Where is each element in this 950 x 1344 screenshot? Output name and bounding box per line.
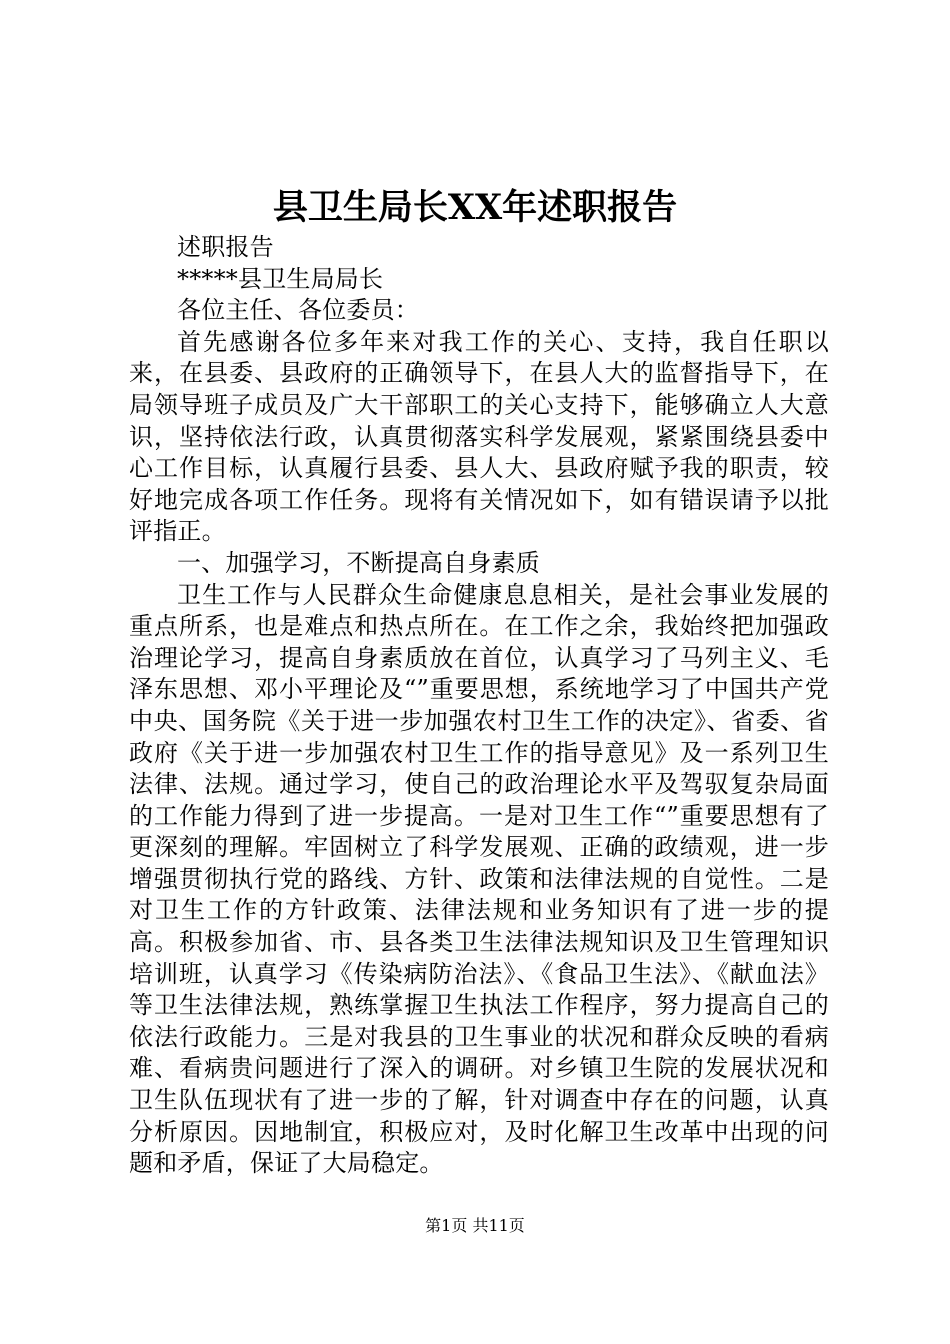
page-footer: 第1页 共11页	[425, 1216, 525, 1235]
heading-report-label: 述职报告	[177, 233, 274, 261]
document-title: 县卫生局长XX年述职报告	[272, 187, 678, 228]
section-heading-1: 一、加强学习，不断提高自身素质	[177, 548, 540, 577]
section-1-paragraph: 卫生工作与人民群众生命健康息息相关，是社会事业发展的重点所系，也是难点和热点所在。在工作之余，我始终把加强政治理论学习，提高自身素质放在首位，认真学习了马列主义、毛泽东思想、邓小平理论及“”重要思想，系统地学习了中国共产党中央、国务院《关于进一步加强农村卫生工作的决定》、省委、省政府《关于进一步加强农村卫生工作的指导意见》及一系列卫生法律、法规。通过学习，使自己的政治理论水平及驾驭复杂局面的工作能力得到了进一步提高。一是对卫生工作“”重要思想有了更深刻的理解。牢固树立了科学发展观、正确的政绩观，进一步增强贯彻执行党的路线、方针、政策和法律法规的自觉性。二是对卫生工作的方针政策、法律法规和业务知识有了进一步的提高。积极参加省、市、县各类卫生法律法规知识及卫生管理知识培训班，认真学习《传染病防治法》、《食品卫生法》、《献血法》等卫生法律法规，熟练掌握卫生执法工作程序，努力提高自己的依法行政能力。三是对我县的卫生事业的状况和群众反映的看病难、看病贵问题进行了深入的调研。对乡镇卫生院的发展状况和卫生队伍现状有了进一步的了解，针对调查中存在的问题，认真分析原因。因地制宜，积极应对，及时化解卫生改革中出现的问题和矛盾，保证了大局稳定。	[129, 580, 829, 1178]
author-line: *****县卫生局局长	[177, 264, 384, 293]
salutation: 各位主任、各位委员：	[177, 296, 419, 325]
document-body	[129, 232, 829, 1180]
intro-paragraph: 首先感谢各位多年来对我工作的关心、支持，我自任职以来，在县委、县政府的正确领导下，在县人大的监督指导下，在局领导班子成员及广大干部职工的关心支持下，能够确立人大意识，坚持依法行政，认真贯彻落实科学发展观，紧紧围绕县委中心工作目标，认真履行县委、县人大、县政府赋予我的职责，较好地完成各项工作任务。现将有关情况如下，如有错误请予以批评指正。	[129, 327, 829, 546]
